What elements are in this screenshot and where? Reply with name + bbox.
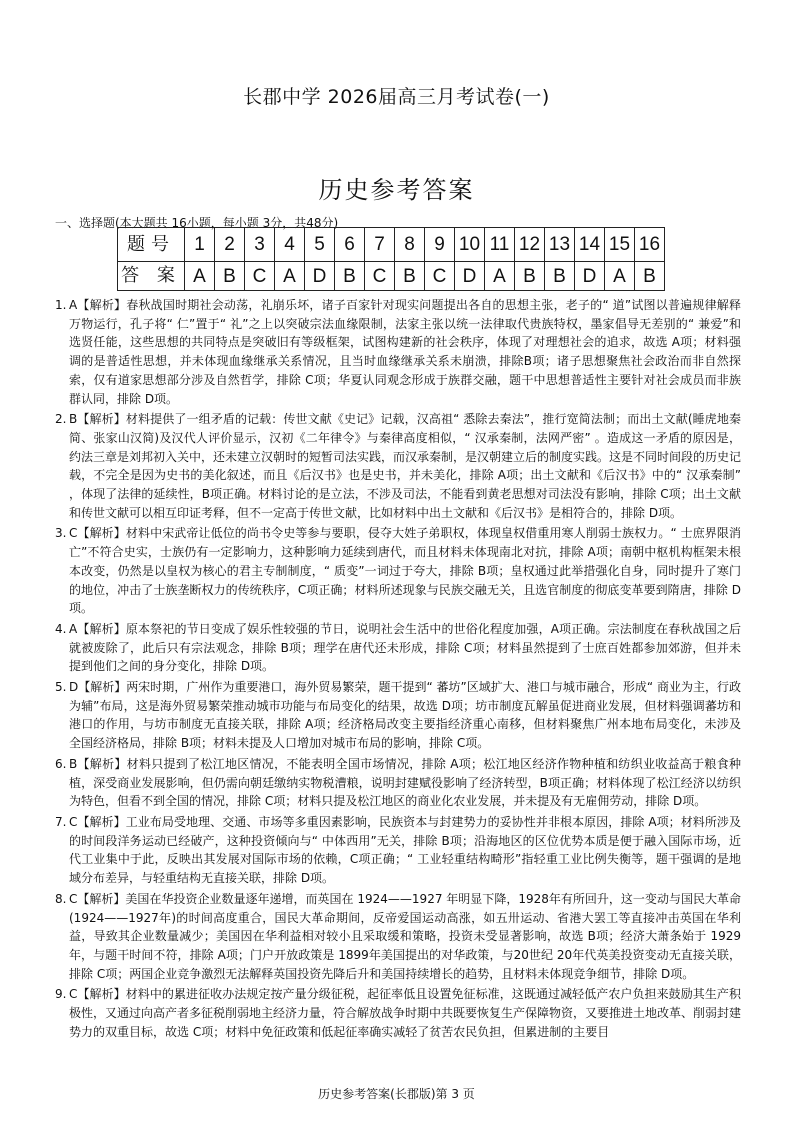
answer-cell: A [485,262,515,291]
question-number-cell: 6 [335,228,365,262]
explanation-text: C【解析】材料中的累进征收办法规定按产量分级征税，起征率低且设置免征标准，这既通过减轻低产农户负担来鼓励其生产积极性，又通过向高产者多征税削弱地主经济力量，符合解放战争时期中共既要恢复生产保障物资，又要推进土地改革、削弱封建势力的双重目标，故选 C项；材料中免征政策和低起征率确实减轻了贫苦农民负担，但累进制的主要目 [69,987,742,1039]
answer-cell: A [185,262,215,291]
question-number-cell: 8 [395,228,425,262]
explanation-item [55,985,741,1041]
answer-cell: A [275,262,305,291]
section-label: 一、选择题(本大题共 16小题，每小题 3分，共48分) [55,216,339,230]
answer-cell: D [305,262,335,291]
explanation-item [55,813,741,888]
explanation-text: B【解析】材料提供了一组矛盾的记载：传世文献《史记》记载，汉高祖“ 悉除去秦法”，推行宽简法制；而出土文献(睡虎地秦简、张家山汉简)及汉代人评价显示，汉初《二年律令》与秦律高度相似，“ 汉承秦制，法网严密” 。造成这一矛盾的原因是，约法三章是刘邦初入关中，还未建立汉朝时的短暂司法实践，而汉承秦制，是汉朝建立后的制度实践。这是不同时间段的历史记载，不完全是因为史书的美化叙述，而且《后汉书》也是史书，并未美化，排除 A项；出土文献和《后汉书》中的“ 汉承秦制” ，体现了法律的延续性，B项正确。材料讨论的是立法，不涉及司法，不能看到黄老思想对司法没有影响，排除 C项；出土文献和传世文献可以相互印证考释，但不一定高于传世文献，比如材料中出土文献和《后汉书》是相符合的，排除 D项。 [69,412,742,520]
explanation-item [55,296,741,408]
answer-cell: C [425,262,455,291]
explanation-text: B【解析】材料只提到了松江地区情况，不能表明全国市场情况，排除 A项；松江地区经济作物种植和纺织业收益高于粮食种植，深受商业发展影响，但仍需向朝廷缴纳实物税漕粮，说明封建赋役影响了经济转型，B项正确；材料体现了松江经济以纺织为特色，但看不到全国的情况，排除 C项；材料只提及松江地区的商业化农业发展，并未提及有无雇佣劳动，排除 D项。 [69,756,741,809]
explanation-number: 6. [55,756,67,771]
explanation-text: A【解析】春秋战国时期社会动荡，礼崩乐坏，诸子百家针对现实问题提出各自的思想主张，老子的“ 道”试图以普遍规律解释万物运行，孔子将“ 仁”置于“ 礼”之上以突破宗法血缘限制，法家主张以统一法律取代贵族特权，墨家倡导无差别的“ 兼爱”和选贤任能，这些思想的共同特点是突破旧有等级框架，试图构建新的社会秩序，体现了对理想社会的追求，故选 A项；材料强调的是普适性思想，并未体现血缘继承关系情况，且当时血缘继承关系未崩溃，排除B项；诸子思想聚焦社会政治而非自然探索，仅有道家思想部分涉及自然哲学，排除 C项；华夏认同观念形成于族群交融，题干中思想普适性主要针对社会成员而非族群认同，排除 D项。 [69,298,741,406]
page-footer: 历史参考答案(长郡版)第 3 页 [318,1087,475,1101]
question-number-cell: 3 [245,228,275,262]
explanation-number: 1. [55,298,67,312]
explanation-text: C【解析】材料中宋武帝让低位的尚书令史等参与要职，侵夺大姓子弟职权，体现皇权借重用寒人削弱士族权力。“ 士庶界限消亡”不符合史实，士族仍有一定影响力，这种影响力延续到唐代，而且材料未体现南北对抗，排除 A项；南朝中枢机构框架未根本改变，仍然是以皇权为核心的君主专制制度，“ 质变”一词过于夸大，排除 B项；皇权通过此举措强化自身，同时提升了寒门的地位，冲击了士族垄断权力的传统秩序，C项正确；材料所述现象与民族交融无关，且选官制度的彻底变革要到隋唐，排除 D项。 [69,526,741,616]
answer-cell: D [575,262,605,291]
question-number-cell: 4 [275,228,305,262]
explanation-item [55,755,741,811]
answer-cell: C [365,262,395,291]
explanation-number: 8. [55,891,67,906]
question-number-cell: 16 [635,228,665,262]
question-number-cell: 10 [455,228,485,262]
question-number-cell: 12 [515,228,545,262]
explanation-item [55,410,741,522]
answer-cell: B [515,262,545,291]
question-number-cell: 11 [485,228,515,262]
answer-row [118,262,665,291]
question-number-cell: 7 [365,228,395,262]
answer-cell: B [545,262,575,291]
question-number-cell: 2 [215,228,245,262]
explanation-item [55,890,741,984]
exam-title: 长郡中学 2026届高三月考试卷(一) [243,86,550,108]
question-number-cell: 5 [305,228,335,262]
explanation-text: C【解析】工业布局受地理、交通、市场等多重因素影响，民族资本与封建势力的妥协性并非根本原因，排除 A项；材料所涉及的时间段洋务运动已经破产，这种投资倾向与“ 中体西用”无关，排除 B项；沿海地区的区位优势本质是便于融入国际市场，近代工业集中于此，反映出其发展对国际市场的依赖，C项正确；“ 工业轻重结构畸形”指轻重工业比例失衡等，题干强调的是地域分布差异，与轻重结构无直接关联，排除 D项。 [69,814,741,886]
question-number-cell: 14 [575,228,605,262]
explanation-number: 7. [55,814,67,829]
answer-cell: B [635,262,665,291]
answer-cell: B [335,262,365,291]
question-number-cell: 9 [425,228,455,262]
answer-cell: B [215,262,245,291]
question-header: 题号 [118,228,185,262]
subject-title: 历史参考答案 [318,176,475,204]
question-number-cell: 15 [605,228,635,262]
answer-header: 答 案 [118,262,185,291]
question-number-cell: 13 [545,228,575,262]
question-number-cell: 1 [185,228,215,262]
answer-cell: A [605,262,635,291]
question-number-row [118,228,665,262]
answer-cell: B [395,262,425,291]
answer-cell: D [455,262,485,291]
explanation-item [55,524,741,618]
explanation-item [55,678,741,753]
explanation-number: 9. [55,987,67,1002]
answer-table [117,227,665,291]
explanation-text: A【解析】原本祭祀的节日变成了娱乐性较强的节日，说明社会生活中的世俗化程度加强，A项正确。宗法制度在春秋战国之后就被废除了，此后只有宗法观念，排除 B项；理学在唐代还未形成，排除 C项；材料虽然提到了士庶百姓都参加郊游，但并未提到他们之间的身分变化，排除 D项。 [69,621,741,674]
explanation-number: 4. [55,621,67,636]
explanation-text: D【解析】两宋时期，广州作为重要港口，海外贸易繁荣，题干提到“ 蕃坊”区域扩大、港口与城市融合，形成“ 商业为主，行政为辅”布局，这是海外贸易繁荣推动城市功能与布局变化的结果，故选 D项；坊市制度瓦解虽促进商业发展，但材料强调蕃坊和港口的作用，与坊市制度无直接关联，排除 A项；经济格局改变主要指经济重心南移，但材料聚焦广州本地布局变化，未涉及全国经济格局，排除 B项；材料未提及人口增加对城市布局的影响，排除 C项。 [69,680,741,751]
explanation-item [55,620,741,676]
explanation-text: C【解析】美国在华投资企业数量逐年递增，而英国在 1924——1927 年明显下降，1928年有所回升，这一变动与国民大革命(1924——1927年)的时间高度重合，国民大革命期间，反帝爱国运动高涨，如五卅运动、省港大罢工等直接冲击英国在华利益，导致其企业数量减少；美国因在华利益相对较小且采取缓和策略，投资未受显著影响，故选 B项；经济大萧条始于 1929年，与题干时间不符，排除 A项；门户开放政策是 1899年美国提出的对华政策，与20世纪 20年代英美投资变动无直接关联，排除 C项；两国企业竞争激烈无法解释英国投资先降后升和美国持续增长的趋势，且材料未体现竞争细节，排除 D项。 [69,891,741,981]
explanation-number: 5. [55,680,67,695]
explanation-number: 3. [55,526,67,541]
explanation-number: 2. [55,412,67,427]
explanation-list [55,296,741,1043]
answer-cell: C [245,262,275,291]
